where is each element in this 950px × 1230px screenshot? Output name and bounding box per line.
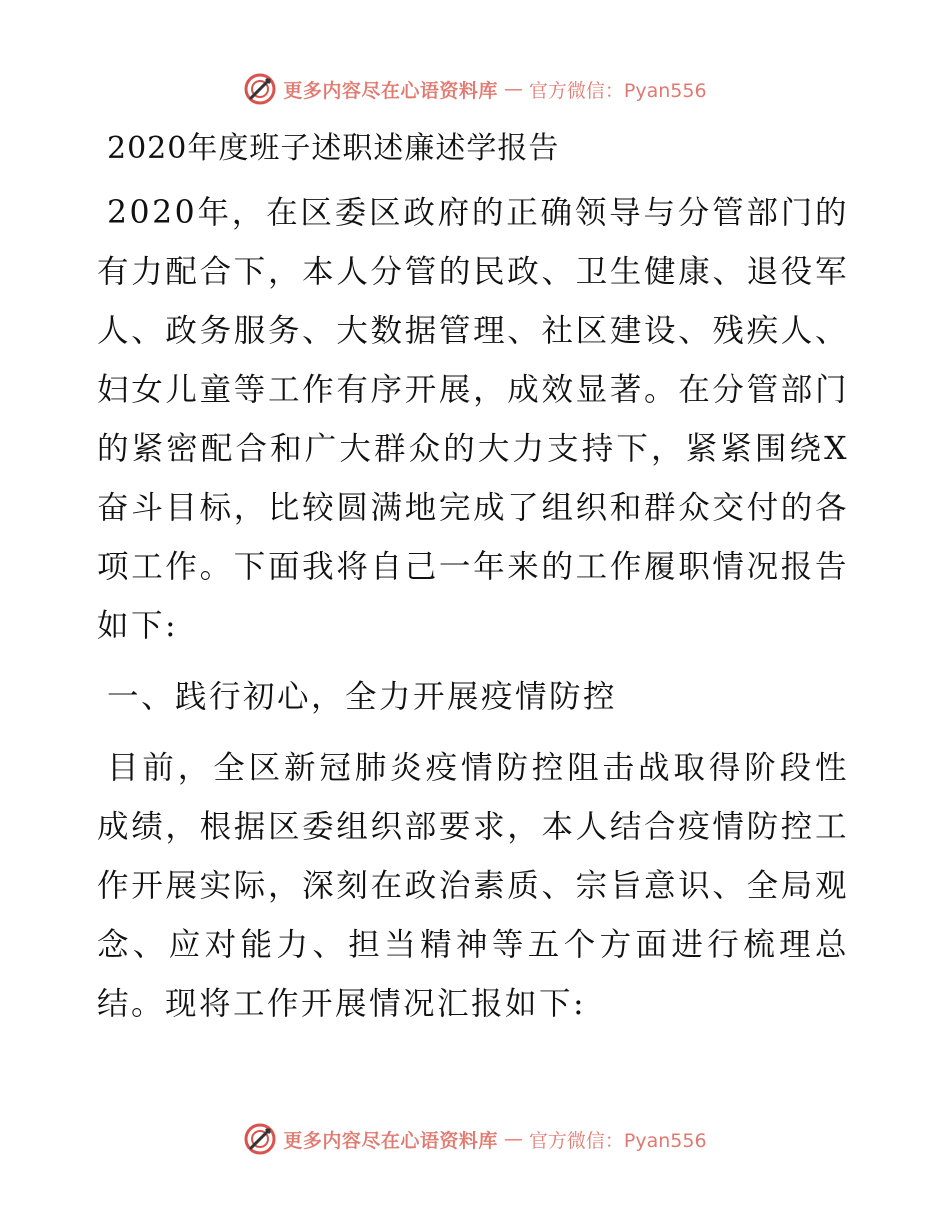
watermark-brand-text: 更多内容尽在心语资料库 (283, 1129, 498, 1152)
section-heading-1: 一、践行初心，全力开展疫情防控 (107, 679, 618, 715)
watermark-wechat-text: 官方微信：Pyan556 (528, 79, 707, 102)
document-title: 2020年度班子述职述廉述学报告 (107, 131, 560, 166)
intro-paragraph: 2020年，在区委区政府的正确领导与分管部门的有力配合下，本人分管的民政、卫生健康、退役军人、政务服务、大数据管理、社区建设、残疾人、妇女儿童等工作有序开展，成效显著。在分管部门的紧密配合和广大群众的大力支持下，紧紧围绕X奋斗目标，比较圆满地完成了组织和群众交付的各项工作。下面我将自己一年来的工作履职情况报告如下: (97, 195, 849, 644)
brand-logo-icon (243, 72, 277, 106)
document-body (97, 122, 849, 1046)
brand-logo-icon (243, 1122, 277, 1156)
watermark-wechat-text: 官方微信：Pyan556 (528, 1129, 707, 1152)
watermark-footer (0, 1122, 950, 1156)
watermark-header (0, 72, 950, 106)
watermark-brand-text: 更多内容尽在心语资料库 (283, 79, 498, 102)
watermark-separator: — (503, 1128, 523, 1150)
section-paragraph-1: 目前，全区新冠肺炎疫情防控阻击战取得阶段性成绩，根据区委组织部要求，本人结合疫情防控工作开展实际，深刻在政治素质、宗旨意识、全局观念、应对能力、担当精神等五个方面进行梳理总结。现将工作开展情况汇报如下: (97, 750, 849, 1022)
watermark-separator: — (503, 78, 523, 100)
